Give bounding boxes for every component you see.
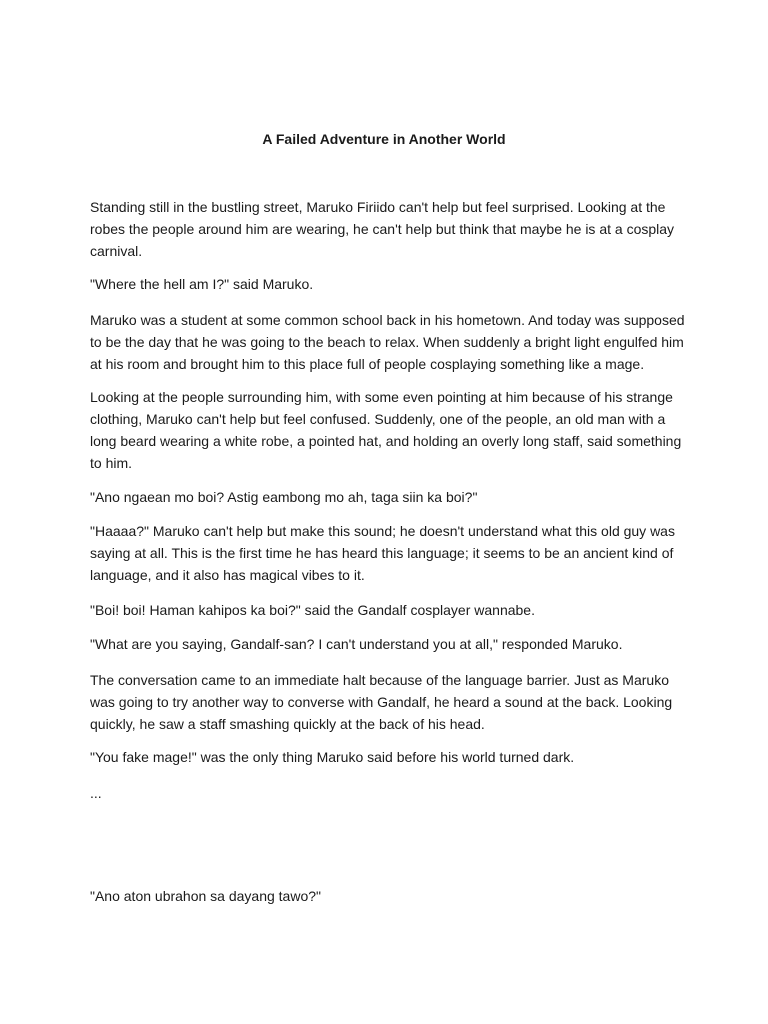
paragraph-6: "Haaaa?" Maruko can't help but make this sound; he doesn't understand what this old guy was saying at all. This is the first time he has heard this language; it seems to be an ancient kind of language, and it also has magical vibes to it. <box>90 523 675 583</box>
document-title: A Failed Adventure in Another World <box>262 131 506 147</box>
paragraph-7: "Boi! boi! Haman kahipos ka boi?" said the Gandalf cosplayer wannabe. <box>90 602 535 618</box>
paragraph-10: "You fake mage!" was the only thing Maruko said before his world turned dark. <box>90 749 575 765</box>
paragraph-12: "Ano aton ubrahon sa dayang tawo?" <box>90 888 321 904</box>
paragraph-5: "Ano ngaean mo boi? Astig eambong mo ah, taga siin ka boi?" <box>90 489 478 505</box>
paragraph-3: Maruko was a student at some common school back in his hometown. And today was supposed to be the day that he was going to the beach to relax. When suddenly a bright light engulfed him at his room and brought him to this place full of people cosplaying something like a mage. <box>90 312 685 372</box>
ellipsis-paragraph: ... <box>90 785 102 801</box>
paragraph-4: Looking at the people surrounding him, with some even pointing at him because of his strange clothing, Maruko can't help but feel confused. Suddenly, one of the people, an old man with a long beard wearing a white robe, a pointed hat, and holding an overly long staff, said something to him. <box>90 389 682 471</box>
paragraph-9: The conversation came to an immediate halt because of the language barrier. Just as Maruko was going to try another way to converse with Gandalf, he heard a sound at the back. Looking quickly, he saw a staff smashing quickly at the back of his head. <box>90 672 673 732</box>
paragraph-8: "What are you saying, Gandalf-san? I can't understand you at all," responded Maruko. <box>90 636 623 652</box>
paragraph-2: "Where the hell am I?" said Maruko. <box>90 276 314 292</box>
paragraph-1: Standing still in the bustling street, Maruko Firiido can't help but feel surprised. Looking at the robes the people around him are wearing, he can't help but think that maybe he is at a cosplay carnival. <box>90 199 675 259</box>
